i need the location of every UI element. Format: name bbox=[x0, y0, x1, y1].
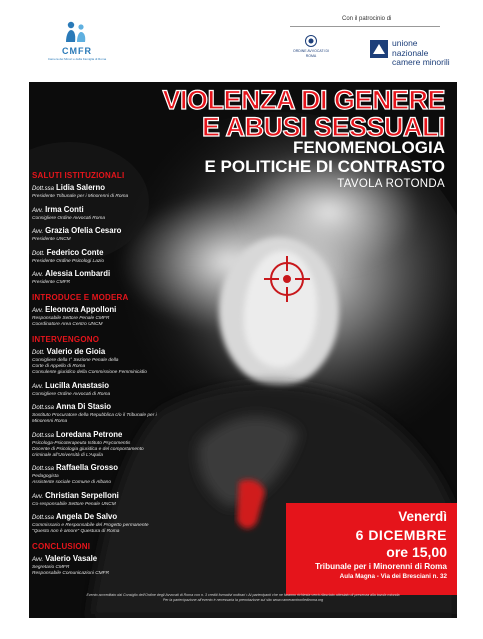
speaker-title: Dott.ssa bbox=[32, 186, 55, 192]
speaker-role: Assistente sociale Comune di Albano bbox=[32, 480, 112, 485]
speaker-role: Consulente giuridico della Commissione Femminicidio bbox=[32, 370, 147, 375]
speaker-role: Minorenni Roma bbox=[32, 419, 68, 424]
event-day: Venerdì bbox=[398, 509, 447, 524]
speaker-title: Dott. bbox=[32, 250, 45, 257]
speaker-role: Consigliere della I° Sezione Penale della bbox=[32, 358, 119, 363]
accreditation-note bbox=[43, 593, 443, 603]
section-introduce: INTRODUCE E MODERA bbox=[32, 293, 129, 302]
event-format: TAVOLA ROTONDA bbox=[337, 178, 445, 190]
speaker-title: Dott.ssa bbox=[32, 515, 55, 521]
speaker-role: Psicologa-Psicoterapeuta Istituto Psycomentis bbox=[32, 440, 131, 446]
speaker bbox=[32, 512, 222, 535]
event-details-box bbox=[286, 503, 457, 595]
footnote-line2: Per la partecipazione all'evento è necessaria la prenotazione sul sito www.cameraminorilediroma.org bbox=[162, 598, 324, 602]
ordine-emblem-icon bbox=[305, 34, 317, 48]
speaker bbox=[32, 248, 222, 265]
speaker bbox=[32, 381, 222, 398]
speaker-role: Co-responsabile Settore Penale UNCM bbox=[32, 501, 116, 507]
speaker bbox=[32, 491, 222, 508]
moderator-title: Avv. bbox=[32, 308, 44, 314]
speaker-role: Sostituto Procuratore della Repubblica c/o il Tribunale per i bbox=[32, 413, 157, 418]
speaker-title: Dott.ssa bbox=[32, 405, 55, 411]
speaker bbox=[32, 402, 222, 425]
speaker-title: Dott.ssa bbox=[32, 432, 55, 439]
speaker-role: Commissario e Responsabile del Progetto permanente bbox=[32, 523, 149, 528]
speaker-role: "Questo non è amore" Questura di Roma bbox=[32, 529, 120, 534]
speaker-name: Grazia Ofelia Cesaro bbox=[45, 226, 122, 235]
speaker-name: Angela De Salvo bbox=[56, 512, 118, 521]
speaker-title: Avv. bbox=[32, 207, 44, 214]
speaker-name: Valerio de Gioia bbox=[46, 347, 106, 356]
uncm-logo-text bbox=[392, 39, 450, 68]
cmfr-figures-icon bbox=[62, 20, 90, 44]
speaker-title: Dott.ssa bbox=[32, 466, 55, 472]
event-time: ore 15,00 bbox=[386, 544, 447, 560]
speaker-name: Irma Conti bbox=[45, 204, 84, 214]
poster-panel bbox=[29, 82, 457, 618]
footnote-line1: Evento accreditato dal Consiglio dell'Ordine degli Avvocati di Roma con n. 3 crediti formativi ordinari • Ai partecipanti che ne faranno richiesta verrà rilasciato attestato di presenza alla tavola rotonda bbox=[86, 593, 400, 597]
speaker-name: Raffaella Grosso bbox=[56, 463, 118, 472]
uncm-line1: unione nazionale bbox=[392, 38, 429, 58]
speaker bbox=[32, 205, 222, 222]
speaker bbox=[32, 269, 222, 286]
moderator bbox=[32, 305, 222, 328]
patronage-divider bbox=[290, 26, 440, 27]
speaker-role: Segretario CMFR bbox=[32, 565, 70, 570]
conclusion-speaker bbox=[32, 554, 222, 577]
cmfr-logo bbox=[42, 20, 112, 65]
uncm-line2: camere minorili bbox=[392, 57, 450, 67]
speaker-name: Lucilla Anastasio bbox=[45, 380, 109, 390]
speaker bbox=[32, 430, 222, 459]
subtitle-line2: E POLITICHE DI CONTRASTO bbox=[204, 157, 445, 176]
patronage-label: Con il patrocinio di bbox=[342, 16, 392, 22]
speaker-role: Presidente UNCM bbox=[32, 237, 71, 242]
speaker-title: Dott. bbox=[32, 350, 45, 356]
speaker-role: Pedagogista bbox=[32, 474, 59, 479]
speaker-name: Lidia Salerno bbox=[56, 183, 105, 192]
speaker-title: Avv. bbox=[32, 557, 44, 563]
speaker-name: Valerio Vasale bbox=[45, 554, 98, 563]
speaker-role: Docente di Psicologia giuridica e del comportamento bbox=[32, 446, 144, 452]
speaker-role: criminale all'Università di L'Aquila bbox=[32, 452, 103, 458]
speaker bbox=[32, 463, 222, 486]
event-venue: Tribunale per i Minorenni di Roma bbox=[315, 562, 447, 571]
uncm-logo bbox=[370, 38, 450, 67]
speaker-title: Avv. bbox=[32, 229, 44, 235]
speaker-role: Consigliere Ordine Avvocati Roma bbox=[32, 215, 106, 221]
event-date: 6 DICEMBRE bbox=[355, 527, 447, 543]
moderator-name: Eleonora Appolloni bbox=[45, 305, 117, 314]
section-intervengono: INTERVENGONO bbox=[32, 335, 100, 344]
ordine-logo-text: ORDINE AVVOCATI DI ROMA bbox=[292, 49, 330, 58]
speaker-title: Avv. bbox=[32, 383, 44, 390]
speaker bbox=[32, 347, 222, 376]
speaker bbox=[32, 183, 222, 200]
speaker-role: Responsabile Comunicazioni CMFR bbox=[32, 571, 110, 576]
subtitle-line1: FENOMENOLOGIA bbox=[292, 138, 445, 157]
speaker bbox=[32, 226, 222, 243]
speaker-name: Christian Serpelloni bbox=[45, 490, 119, 500]
speaker-name: Loredana Petrone bbox=[56, 429, 123, 439]
speakers-column bbox=[32, 171, 222, 582]
section-conclusioni: CONCLUSIONI bbox=[32, 542, 91, 551]
speaker-title: Avv. bbox=[32, 493, 44, 500]
cmfr-logo-text: CMFR bbox=[62, 46, 92, 56]
speaker-role: Consigliere Ordine Avvocati di Roma bbox=[32, 391, 111, 397]
poster-header bbox=[0, 0, 483, 80]
event-room: Aula Magna - Via dei Bresciani n. 32 bbox=[339, 573, 447, 580]
section-saluti: SALUTI ISTITUZIONALI bbox=[32, 171, 125, 180]
moderator-role: Coordinatore Area Centro UNCM bbox=[32, 322, 103, 327]
title-line2: E ABUSI SESSUALI bbox=[201, 112, 445, 142]
speaker-title: Avv. bbox=[32, 272, 44, 278]
speaker-role: Corte di Appello di Roma bbox=[32, 364, 86, 369]
speaker-name: Federico Conte bbox=[46, 247, 104, 257]
moderator-role: Responsabile Settore Penale CMFR bbox=[32, 316, 110, 321]
speaker-role: Presidente CMFR bbox=[32, 280, 71, 285]
speaker-name: Alessia Lombardi bbox=[45, 269, 111, 278]
cmfr-logo-subtitle: Camera dei Minori e della Famiglia di Roma bbox=[47, 57, 107, 61]
speaker-role: Presidente Tribunale per i Minorenni di Roma bbox=[32, 194, 129, 199]
uncm-emblem-icon bbox=[370, 40, 388, 58]
ordine-avvocati-logo bbox=[292, 34, 330, 70]
title-line1: VIOLENZA DI GENERE bbox=[162, 85, 445, 115]
speaker-role: Presidente Ordine Psicologi Lazio bbox=[32, 258, 104, 264]
speaker-name: Anna Di Stasio bbox=[56, 402, 112, 411]
